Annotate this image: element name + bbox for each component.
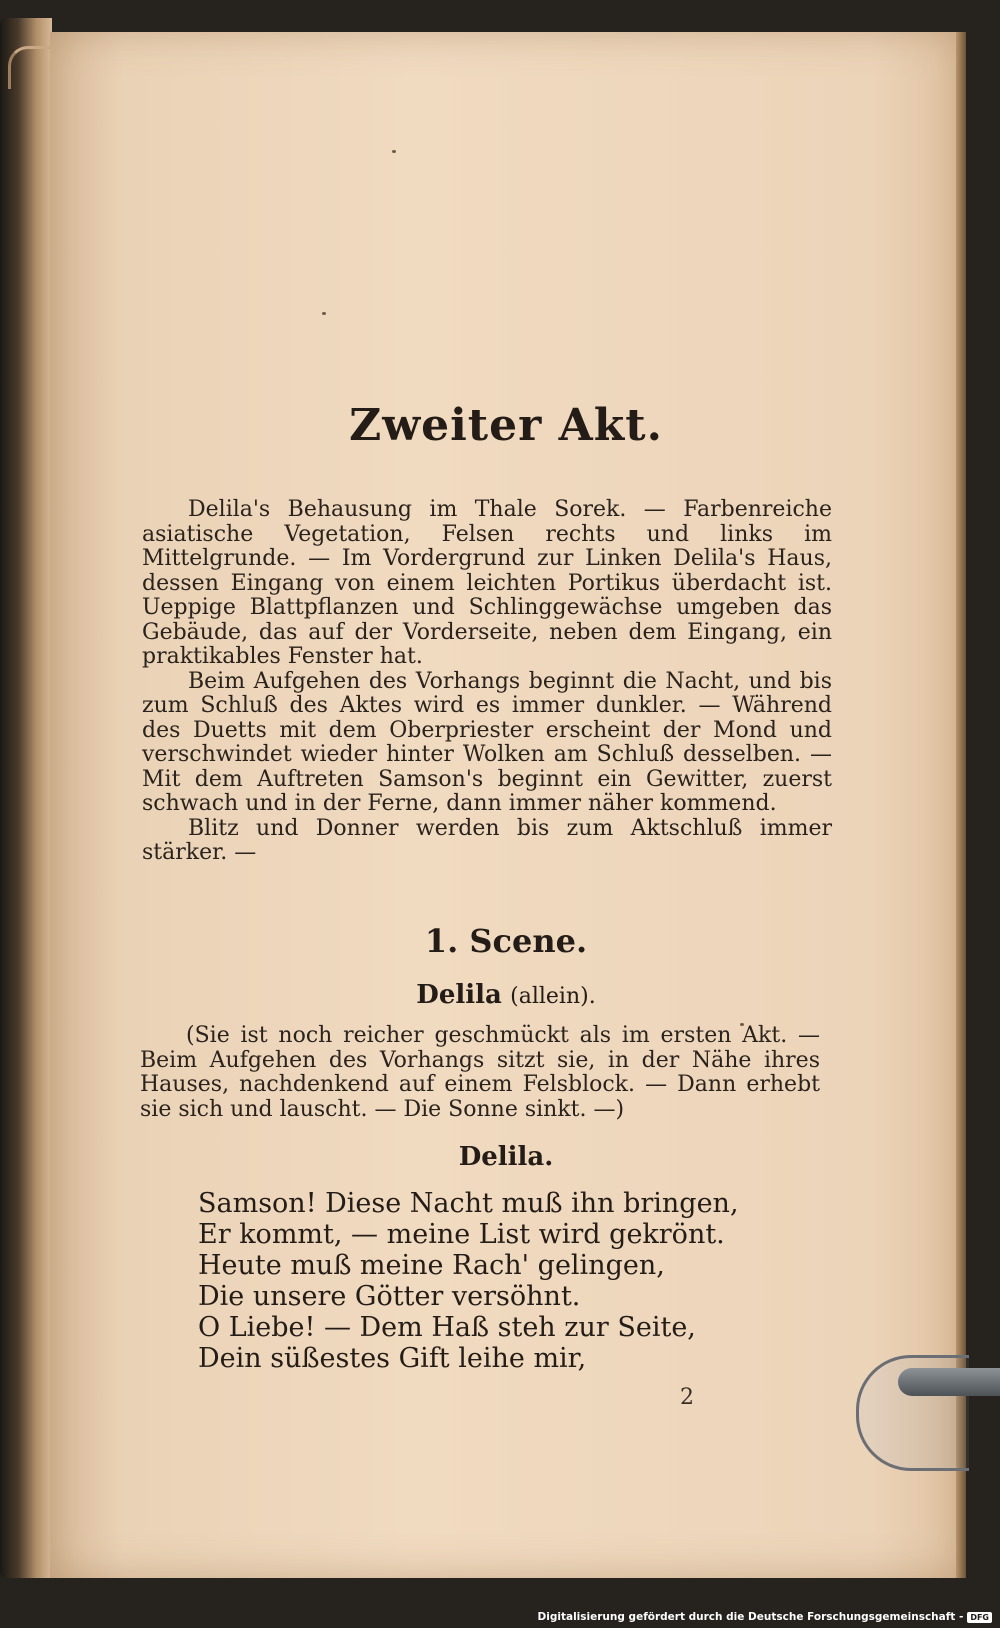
stage-directions xyxy=(142,498,832,866)
stage-direction-lighting: Beim Aufgehen des Vorhangs beginnt die Nacht, und bis zum Schluß des Aktes wird es immer dunkler. — Während des Duetts mit dem Oberpriester erscheint der Mond und verschwindet wieder hinter Wolken am Schluß desselben. — Mit dem Auftreten Samson's beginnt ein Gewitter, zuerst schwach und in der Ferne, dann immer näher kommend. xyxy=(142,668,832,816)
scene-title: 1. Scene. xyxy=(424,922,588,960)
act-title: Zweiter Akt. xyxy=(349,400,663,451)
speaker-name: Delila. xyxy=(458,1142,554,1172)
character-note: (allein). xyxy=(510,984,596,1009)
paper-speck xyxy=(392,150,396,153)
scene-direction-text: (Sie ist noch reicher geschmückt als im ersten Akt. — Beim Aufgehen des Vorhangs sitzt sie, in der Nähe ihres Hauses, nachdenkend auf einem Felsblock. — Dann erhebt sie sich und lauscht. — Die Sonne sinkt. —) xyxy=(140,1023,820,1122)
page-number: 2 xyxy=(680,1385,694,1410)
verse-line: O Liebe! — Dem Haß steh zur Seite, xyxy=(198,1312,696,1343)
dfg-logo: DFG xyxy=(967,1612,992,1623)
verse-line: Er kommt, — meine List wird gekrönt. xyxy=(198,1219,725,1250)
book-corner xyxy=(8,46,51,89)
page-edge xyxy=(956,32,966,1578)
verse-line: Samson! Diese Nacht muß ihn bringen, xyxy=(198,1188,739,1219)
paper-speck xyxy=(322,312,326,315)
character-heading xyxy=(50,980,962,1010)
character-name: Delila xyxy=(416,980,502,1010)
verse-line: Die unsere Götter versöhnt. xyxy=(198,1281,581,1312)
verse-line: Heute muß meine Rach' gelingen, xyxy=(198,1250,665,1281)
verse-block xyxy=(198,1188,758,1374)
credit-text: Digitalisierung gefördert durch die Deutsche Forschungsgemeinschaft - xyxy=(537,1611,964,1623)
stage-direction-setting: Delila's Behausung im Thale Sorek. — Farbenreiche asiatische Vegetation, Felsen rechts und links im Mittelgrunde. — Im Vordergrund zur Linken Delila's Haus, dessen Eingang von einem leichten Portikus überdacht ist. Ueppige Blattpflanzen und Schlinggewächse umgeben das Gebäude, das auf der Vorderseite, neben dem Eingang, ein praktikables Fenster hat. xyxy=(142,497,832,669)
page-clip-bar xyxy=(898,1368,1000,1396)
stage-direction-thunder: Blitz und Donner werden bis zum Aktschluß immer stärker. — xyxy=(142,815,832,865)
verse-line: Dein süßestes Gift leihe mir, xyxy=(198,1343,587,1374)
scene-direction xyxy=(140,1024,820,1122)
facing-page-edge xyxy=(0,18,52,1578)
digitization-credit xyxy=(538,1608,992,1626)
